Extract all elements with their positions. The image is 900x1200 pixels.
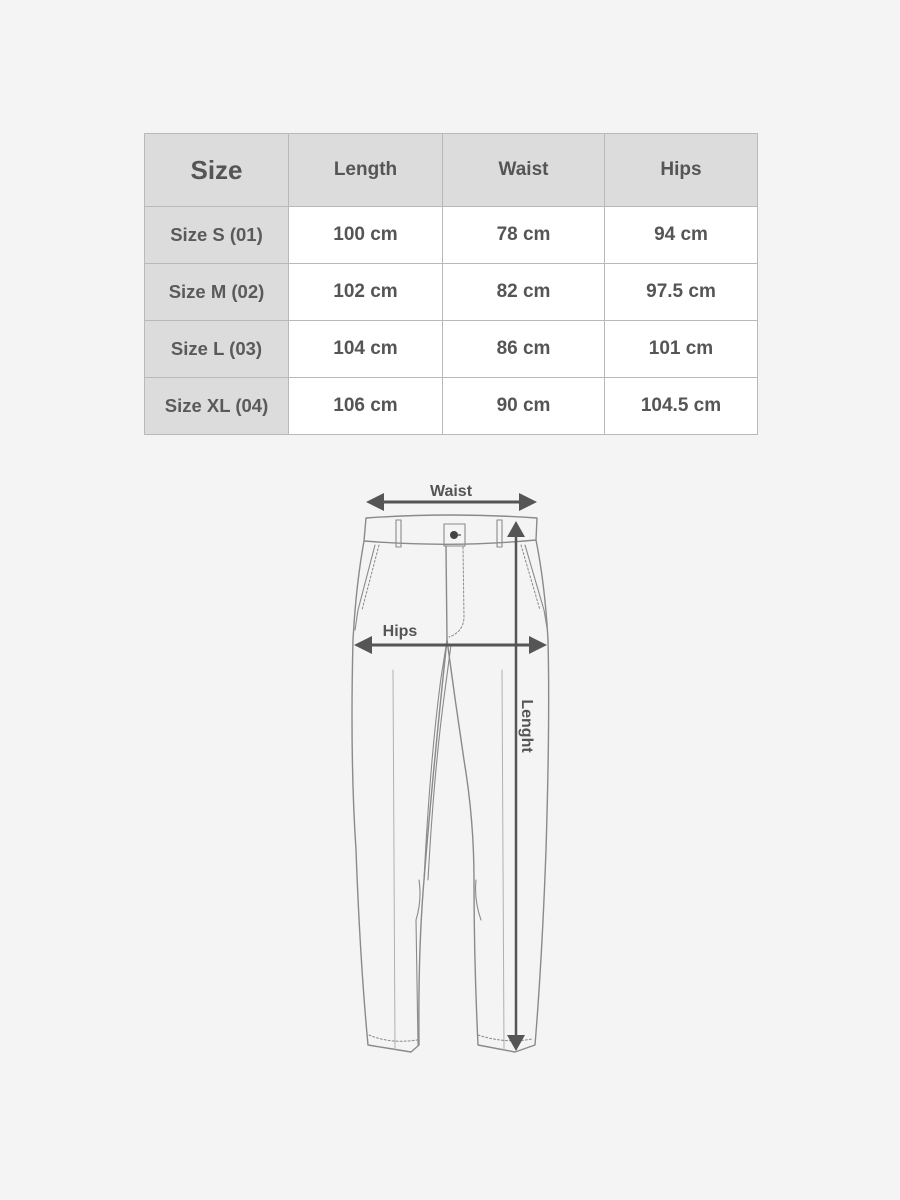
size-chart-table — [144, 133, 758, 435]
row-size-label: Size XL (04) — [145, 378, 289, 435]
waist-label: Waist — [429, 483, 473, 500]
length-label: Lenght — [518, 699, 535, 753]
cell-waist: 86 cm — [443, 321, 605, 378]
header-size: Size — [145, 134, 289, 207]
table-row — [145, 378, 758, 435]
cell-waist: 90 cm — [443, 378, 605, 435]
row-size-label: Size M (02) — [145, 264, 289, 321]
cell-length: 106 cm — [289, 378, 443, 435]
pants-illustration-icon — [330, 470, 570, 1070]
cell-waist: 78 cm — [443, 207, 605, 264]
row-size-label: Size L (03) — [145, 321, 289, 378]
cell-hips: 101 cm — [605, 321, 758, 378]
table-header-row — [145, 134, 758, 207]
hips-label: Hips — [382, 623, 418, 640]
row-size-label: Size S (01) — [145, 207, 289, 264]
cell-length: 100 cm — [289, 207, 443, 264]
table-row — [145, 207, 758, 264]
length-arrow-icon — [507, 521, 525, 1051]
table-row — [145, 264, 758, 321]
cell-hips: 94 cm — [605, 207, 758, 264]
cell-length: 102 cm — [289, 264, 443, 321]
header-hips: Hips — [605, 134, 758, 207]
header-waist: Waist — [443, 134, 605, 207]
cell-hips: 97.5 cm — [605, 264, 758, 321]
header-length: Length — [289, 134, 443, 207]
cell-waist: 82 cm — [443, 264, 605, 321]
cell-hips: 104.5 cm — [605, 378, 758, 435]
pants-measurement-diagram — [330, 470, 570, 1070]
cell-length: 104 cm — [289, 321, 443, 378]
table-row — [145, 321, 758, 378]
